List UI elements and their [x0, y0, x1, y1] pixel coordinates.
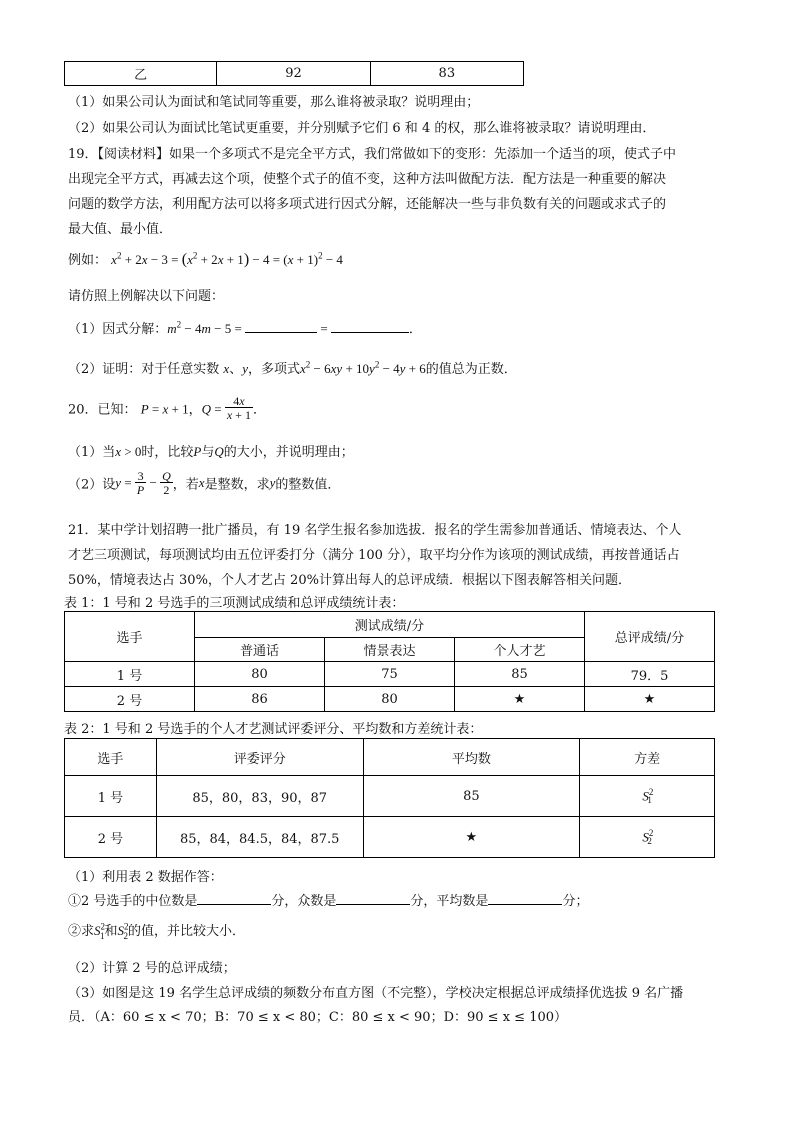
- q20-part2-end: 的整数值．: [275, 477, 341, 493]
- q18-part2: （2）如果公司认为面试比笔试更重要，并分别赋予它们 6 和 4 的权，那么谁将被录取？请说明理由．: [68, 121, 656, 136]
- q21-sub2-b: 和: [104, 924, 118, 939]
- q19-part2-end: 的值总为正数．: [425, 362, 517, 377]
- table1-scores: [64, 611, 715, 712]
- q20-given: 20．已知： P = x + 1，Q = $\frac{4x}{x + 1}$ ．: [68, 394, 266, 422]
- answer-blank[interactable]: [245, 318, 317, 333]
- q19-line-4: 最大值、最小值．: [68, 222, 173, 237]
- star-placeholder: ★: [585, 687, 715, 712]
- q19-example-label: 例如：: [68, 253, 108, 268]
- answer-blank[interactable]: [331, 318, 409, 333]
- table2-talent: [64, 738, 715, 858]
- q21-sub2-c: 的值，并比较大小．: [128, 924, 246, 939]
- q21-part1: （1）利用表 2 数据作答：: [68, 870, 223, 885]
- q19-part2: （2）证明：对于任意实数 x、y，多项式$x^2 - 6xy + 10y^2 - 4y + 6$的值总为正数．: [68, 359, 517, 377]
- table-row: [65, 687, 715, 712]
- q19-part1-formula: $m^2 - 4m - 5$ =: [167, 319, 246, 336]
- table-cell: 86: [195, 687, 325, 712]
- q20-part2-mid: ，若: [172, 477, 199, 493]
- q21-sub1-a: ①2 号选手的中位数是: [68, 894, 198, 909]
- table2-caption: 表 2：1 号和 2 号选手的个人才艺测试评委评分、平均数和方差统计表：: [64, 722, 483, 737]
- answer-blank[interactable]: [336, 890, 410, 905]
- answer-blank[interactable]: [488, 890, 562, 905]
- table-cell: 79．5: [585, 662, 715, 687]
- q20-part1-end: 的大小，并说明理由；: [223, 445, 354, 460]
- q21-line-3: 50%，情境表达占 30%，个人才艺占 20%计算出每人的总评成绩．根据以下图表解答相关问题．: [68, 573, 631, 588]
- q20-part2: （2）设y = $\frac{3}{P}$ − $\frac{Q}{2}$ ，若x是整数，求y的整数值．: [68, 469, 341, 497]
- table-cell: 85，80，83，90，87: [156, 776, 363, 817]
- table-row: [65, 662, 715, 687]
- q20-part2-mid2: 是整数，求: [204, 477, 270, 493]
- table1-caption: 表 1：1 号和 2 号选手的三项测试成绩和总评成绩统计表：: [64, 596, 405, 611]
- top-score-table: [64, 61, 524, 86]
- q21-line-2: 才艺三项测试，每项测试均由五位评委打分（满分 100 分），取平均分作为该项的测试成绩，再按普通话占: [68, 548, 680, 563]
- table2-header-mean: 平均数: [363, 739, 580, 776]
- table1-header-player: 选手: [65, 612, 195, 662]
- q19-example: [68, 249, 343, 269]
- q21-part3-line1: （3）如图是这 19 名学生总评成绩的频数分布直方图（不完整），学校决定根据总评成绩择优选拔 9 名广播: [68, 986, 684, 1001]
- q19-part2-label: （2）证明：对于任意实数: [68, 362, 220, 377]
- table-row: [65, 817, 715, 858]
- table2-header-player: 选手: [65, 739, 157, 776]
- q20-part2-pre: （2）设: [68, 477, 116, 493]
- table-cell: 1 号: [65, 662, 195, 687]
- q20-q-fraction: $\frac{4x}{x + 1}$: [226, 394, 251, 422]
- q21-sub1-b: 分，众数是: [271, 894, 337, 909]
- q20-part1-post: 时，比较: [141, 445, 194, 460]
- q21-sub2: ②求$S^2_1$和$S^2_2$的值，并比较大小．: [68, 921, 246, 941]
- table2-header-scores: 评委评分: [156, 739, 363, 776]
- q21-sub1-c: 分，平均数是: [410, 894, 489, 909]
- table-cell: 85，84，84.5，84，87.5: [156, 817, 363, 858]
- table-cell: 85: [363, 776, 580, 817]
- q21-part2: （2）计算 2 号的总评成绩；: [68, 961, 236, 976]
- q19-example-formula: $x^2 + 2x - 3 = (x^2 + 2x + 1) - 4 = (x + 1)^2 - 4$: [111, 250, 343, 268]
- q20-part1-pre: （1）当: [68, 445, 116, 460]
- table-cell: 2 号: [65, 817, 157, 858]
- q19-part1: （1）因式分解：$m^2 - 4m - 5$ = = ．: [68, 319, 422, 337]
- table1-header-talent: 个人才艺: [455, 638, 585, 662]
- table-row: [65, 776, 715, 817]
- table-cell: 2 号: [65, 687, 195, 712]
- q21-sub1: [68, 890, 588, 909]
- q21-sub1-d: 分；: [562, 894, 589, 909]
- table-cell: 80: [325, 687, 455, 712]
- q19-part2-formula: $x^2 - 6xy + 10y^2 - 4y + 6$: [300, 359, 426, 376]
- top-table-cell: 乙: [65, 62, 217, 86]
- top-table-cell: 83: [370, 62, 523, 86]
- table2-header-variance: 方差: [580, 739, 715, 776]
- table-cell: 75: [325, 662, 455, 687]
- q19-part2-mid: ，多项式: [248, 362, 301, 377]
- table-cell: 1 号: [65, 776, 157, 817]
- q19-line-1: 19．【阅读材料】如果一个多项式不是完全平方式，我们常做如下的变形：先添加一个适当的项，使式子中: [68, 147, 677, 162]
- star-placeholder: ★: [455, 687, 585, 712]
- q19-line-3: 问题的数学方法，利用配方法可以将多项式进行因式分解，还能解决一些与非负数有关的问题或求式子的: [68, 197, 667, 212]
- q20-label: 20．已知：: [68, 402, 137, 418]
- variance-s1: $S^2_1$: [580, 776, 715, 817]
- table1-header-expression: 情景表达: [325, 638, 455, 662]
- table-cell: 80: [195, 662, 325, 687]
- q20-part1-and: 与: [201, 445, 215, 460]
- q20-part1: （1）当x > 0时，比较P与Q的大小，并说明理由；: [68, 444, 354, 460]
- table1-header-test: 测试成绩/分: [195, 612, 585, 638]
- q19-part1-label: （1）因式分解：: [68, 322, 168, 337]
- q21-part3-line2: 员．（A：60 ≤ x < 70；B：70 ≤ x < 80；C：80 ≤ x < 90；D：90 ≤ x ≤ 100）: [68, 1010, 568, 1025]
- q19-line-2: 出现完全平方式，再减去这个项，使整个式子的值不变，这种方法叫做配方法．配方法是一种重要的解决: [68, 172, 667, 187]
- table1-header-mandarin: 普通话: [195, 638, 325, 662]
- table1-header-total: 总评成绩/分: [585, 612, 715, 662]
- top-table-cell: 92: [217, 62, 370, 86]
- table-cell: 85: [455, 662, 585, 687]
- q21-sub2-a: ②求: [68, 924, 95, 939]
- q19-imitate: 请仿照上例解决以下问题：: [68, 289, 225, 304]
- q18-part1: （1）如果公司认为面试和笔试同等重要，那么谁将被录取？说明理由；: [68, 95, 480, 110]
- variance-s2: $S^2_2$: [580, 817, 715, 858]
- q21-line-1: 21．某中学计划招聘一批广播员，有 19 名学生报名参加选拔．报名的学生需参加普通话、情境表达、个人: [68, 523, 682, 538]
- star-placeholder: ★: [363, 817, 580, 858]
- answer-blank[interactable]: [197, 890, 271, 905]
